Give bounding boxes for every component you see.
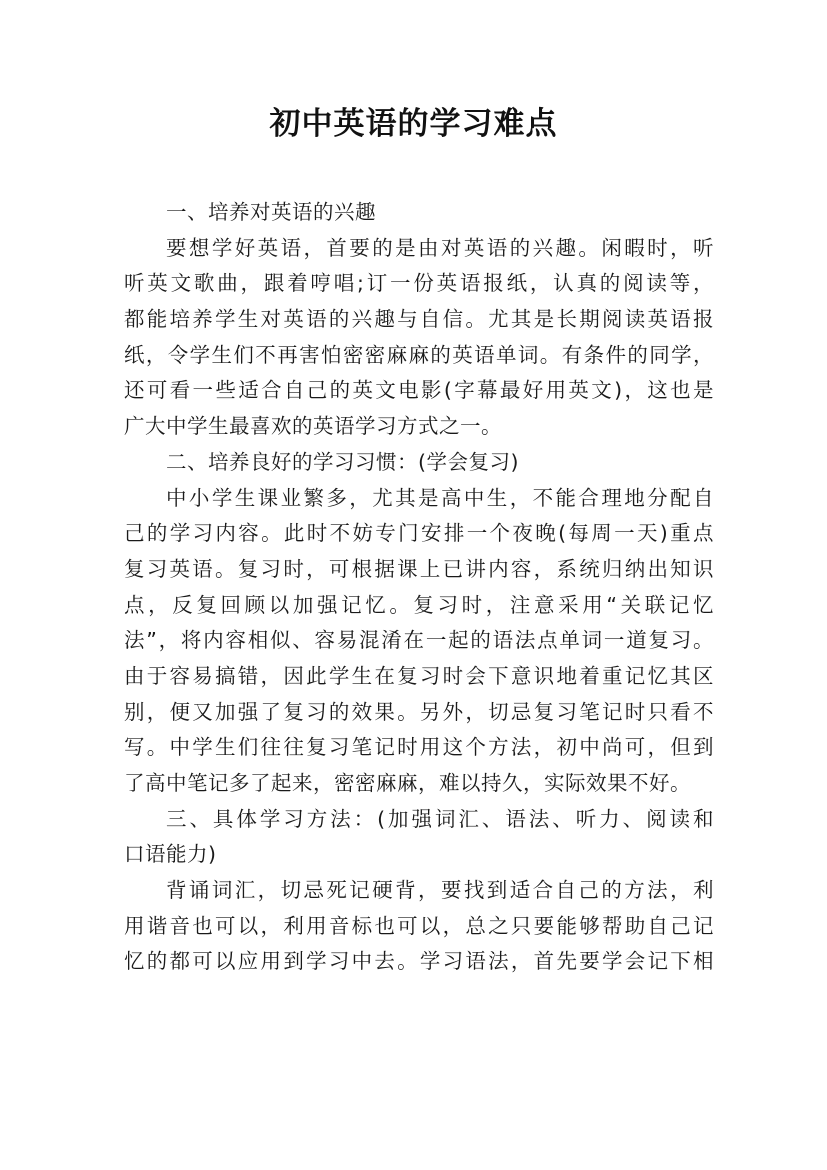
document-body	[124, 195, 714, 980]
text-line: 背诵词汇，切忌死记硬背，要找到适合自己的方法，利	[166, 878, 714, 903]
document-title: 初中英语的学习难点	[269, 106, 558, 142]
text-line: 由于容易搞错，因此学生在复习时会下意识地着重记忆其区	[124, 663, 714, 688]
text-line: 都能培养学生对英语的兴趣与自信。尤其是长期阅读英语报	[124, 307, 714, 332]
text-line: 写。中学生们往往复习笔记时用这个方法，初中尚可，但到	[124, 735, 714, 760]
text-line: 法”，将内容相似、容易混淆在一起的语法点单词一道复习。	[124, 628, 714, 653]
text-line: 口语能力)	[124, 842, 217, 867]
text-line: 要想学好英语，首要的是由对英语的兴趣。闲暇时，听	[166, 235, 714, 260]
text-line: 复习英语。复习时，可根据课上已讲内容，系统归纳出知识	[124, 556, 714, 581]
text-line: 二、培养良好的学习习惯：(学会复习)	[166, 449, 519, 474]
text-line: 纸，令学生们不再害怕密密麻麻的英语单词。有条件的同学，	[124, 342, 714, 367]
text-line: 点，反复回顾以加强记忆。复习时，注意采用“关联记忆	[124, 592, 714, 617]
text-line: 还可看一些适合自己的英文电影(字幕最好用英文)，这也是	[124, 378, 714, 403]
text-line: 听英文歌曲，跟着哼唱;订一份英语报纸，认真的阅读等，	[124, 271, 714, 296]
text-line: 别，便又加强了复习的效果。另外，切忌复习笔记时只看不	[124, 699, 714, 724]
text-line: 三、具体学习方法：(加强词汇、语法、听力、阅读和	[166, 806, 714, 831]
text-line: 一、培养对英语的兴趣	[166, 200, 376, 224]
text-line: 用谐音也可以，利用音标也可以，总之只要能够帮助自己记	[124, 913, 714, 938]
text-line: 中小学生课业繁多，尤其是高中生，不能合理地分配自	[166, 485, 714, 510]
text-line: 广大中学生最喜欢的英语学习方式之一。	[124, 414, 502, 439]
text-line: 了高中笔记多了起来，密密麻麻，难以持久，实际效果不好。	[124, 771, 691, 795]
text-line: 己的学习内容。此时不妨专门安排一个夜晚(每周一天)重点	[124, 521, 714, 546]
text-line: 忆的都可以应用到学习中去。学习语法，首先要学会记下相	[124, 949, 714, 974]
